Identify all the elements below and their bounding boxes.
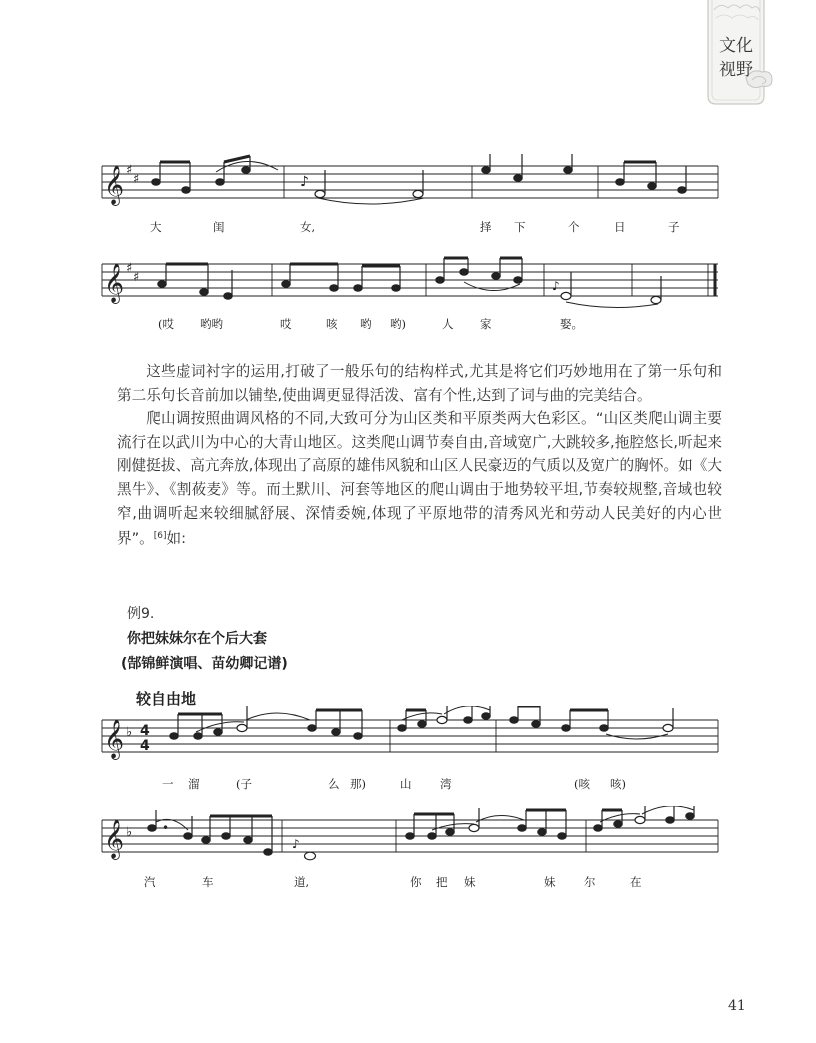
paragraph-1: 这些虚词衬字的运用,打破了一般乐句的结构样式,尤其是将它们巧妙地用在了第一乐句和第二乐句长音前加以铺垫,使曲调更显得活泼、富有个性,达到了词与曲的完美结合。 — [117, 363, 722, 404]
lyric: 把 — [436, 875, 448, 889]
time-signature-top: 4 — [140, 723, 150, 739]
lyric: 妹 — [544, 875, 556, 889]
song-title: 你把妹妹尔在个后大套 — [127, 631, 267, 647]
svg-text:•: • — [162, 821, 170, 835]
lyric: 日 — [614, 220, 626, 234]
lyric: 咳 — [326, 317, 338, 331]
section-badge — [706, 0, 774, 108]
svg-text:♪: ♪ — [292, 837, 300, 851]
lyric: 在 — [630, 875, 642, 889]
lyric: 个 — [568, 220, 580, 234]
svg-text:♪: ♪ — [552, 279, 560, 293]
badge-line-2: 视野 — [719, 60, 753, 80]
lyric: 妹 — [464, 875, 476, 889]
svg-text:♯: ♯ — [133, 172, 140, 187]
paragraph-2: 爬山调按照曲调风格的不同,大致可分为山区类和平原类两大色彩区。“山区类爬山调主要流行在以武川为中心的大青山地区。这类爬山调节奏自由,音域宽广,大跳较多,拖腔悠长,听起来刚健挺拔、高亢奔放,体现出了高原的雄伟风貌和山区人民豪迈的气质以及宽广的胸怀。如《大黑牛》、《割莜麦》等。而土默川、河套等地区的爬山调由于地势较平坦,节奏较规整,音域也较窄,曲调听起来较细腻舒展、深情委婉,体现了平原地带的清秀风光和劳动人民美好的内心世界”。[6]如: — [117, 410, 722, 548]
treble-clef-icon: 𝄞 — [104, 165, 125, 205]
lyric: 尔 — [584, 875, 596, 889]
svg-text:♯: ♯ — [133, 270, 140, 285]
lyric: 择 — [480, 220, 492, 234]
citation: [6] — [153, 531, 167, 542]
example-label: 例9. — [127, 606, 155, 622]
lyric: 湾 — [440, 777, 452, 791]
lyrics-row-2 — [0, 316, 816, 336]
score-staff-3 — [96, 706, 726, 768]
lyric: 下 — [514, 220, 526, 234]
score-staff-4 — [96, 806, 726, 868]
lyric: 大 — [150, 220, 162, 234]
lyric: 人 — [442, 317, 454, 331]
body-text — [117, 360, 722, 551]
lyric: 么 — [328, 777, 340, 791]
badge-line-1: 文化 — [719, 36, 753, 56]
lyric: 女, — [300, 220, 316, 234]
lyric: 家 — [480, 317, 492, 331]
lyric: 哟) — [390, 317, 406, 331]
lyrics-row-3 — [0, 776, 816, 796]
lyrics-row-4 — [0, 874, 816, 894]
after-citation: 如: — [166, 530, 187, 548]
song-credit: (郜锦鲜演唱、苗幼卿记谱) — [121, 656, 288, 672]
lyric: 子 — [668, 220, 680, 234]
time-signature-bottom: 4 — [140, 738, 150, 754]
treble-clef-icon: 𝄞 — [104, 819, 125, 859]
lyric: (咳 — [574, 777, 590, 791]
page-number: 41 — [728, 998, 746, 1014]
lyric: 娶。 — [560, 317, 583, 331]
lyric: 哎 — [280, 317, 292, 331]
svg-text:♭: ♭ — [126, 825, 133, 840]
score-staff-1 — [96, 152, 726, 214]
lyric: 你 — [410, 875, 422, 889]
lyric: (哎 — [158, 317, 174, 331]
lyric: 溜 — [188, 777, 200, 791]
svg-text:♪: ♪ — [300, 174, 309, 190]
lyric: 闺 — [213, 220, 225, 234]
treble-clef-icon: 𝄞 — [104, 719, 125, 759]
lyric: 山 — [400, 777, 412, 791]
lyric: 哟 — [360, 317, 372, 331]
treble-clef-icon: 𝄞 — [104, 263, 125, 303]
svg-text:♯: ♯ — [126, 163, 133, 178]
lyric: 车 — [202, 875, 214, 889]
svg-text:♯: ♯ — [126, 261, 133, 276]
svg-text:♭: ♭ — [126, 725, 133, 740]
lyric: 咳) — [610, 777, 626, 791]
lyric: 一 — [162, 777, 174, 791]
lyric: (子 — [236, 777, 252, 791]
lyrics-row-1 — [0, 219, 816, 239]
lyric: 道, — [294, 875, 310, 889]
score-staff-2 — [96, 250, 726, 312]
lyric: 哟哟 — [200, 317, 223, 331]
lyric: 汽 — [144, 875, 156, 889]
lyric: 那) — [350, 777, 366, 791]
tempo-marking: 较自由地 — [136, 690, 197, 708]
